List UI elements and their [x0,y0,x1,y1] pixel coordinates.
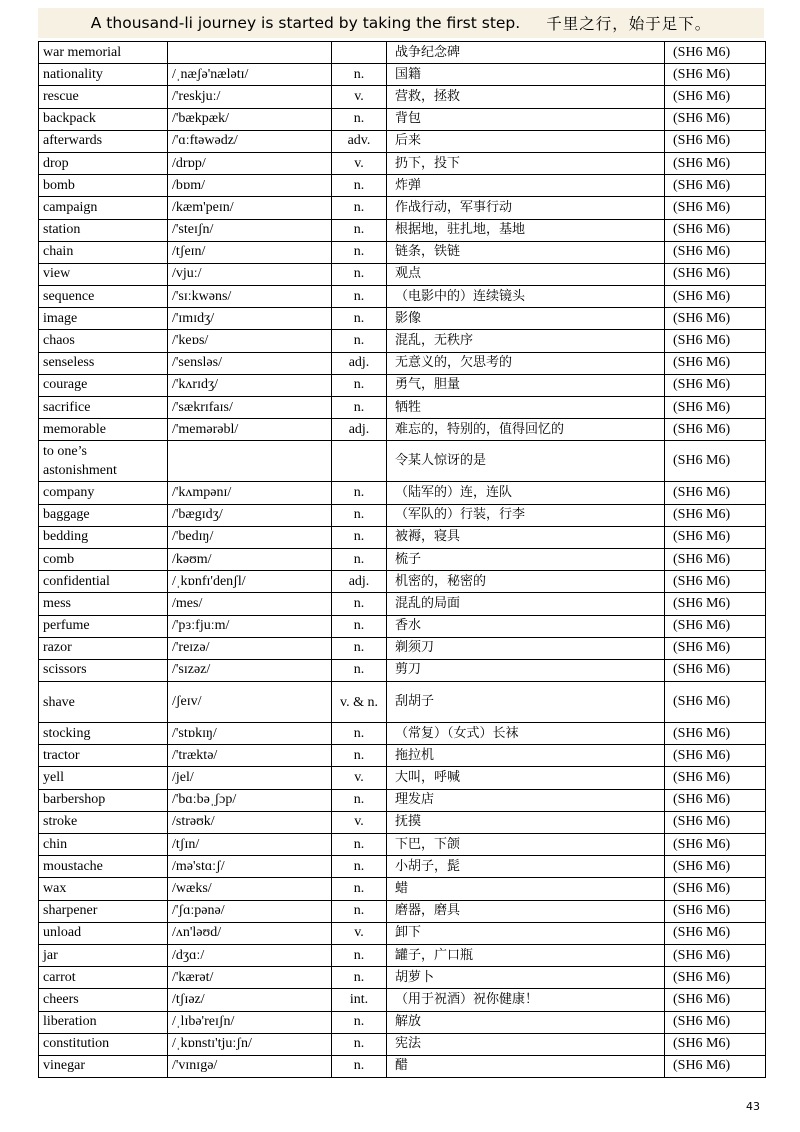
meaning-cell: 香水 [387,615,665,637]
unit-cell: (SH6 M6) [665,482,766,504]
word-cell: image [39,308,168,330]
phonetic-cell: /bɒm/ [168,175,332,197]
word-cell: sharpener [39,900,168,922]
meaning-cell: 宪法 [387,1033,665,1055]
word-cell: view [39,263,168,285]
part-of-speech-cell: n. [332,1055,387,1077]
unit-cell: (SH6 M6) [665,42,766,64]
unit-cell: (SH6 M6) [665,637,766,659]
part-of-speech-cell: n. [332,197,387,219]
phonetic-cell: /jel/ [168,767,332,789]
meaning-cell: 抚摸 [387,811,665,833]
meaning-cell: 机密的，秘密的 [387,571,665,593]
word-cell: perfume [39,615,168,637]
meaning-cell: 勇气，胆量 [387,374,665,396]
table-row [39,64,766,86]
meaning-cell: 剃须刀 [387,637,665,659]
unit-cell: (SH6 M6) [665,878,766,900]
part-of-speech-cell: adv. [332,130,387,152]
meaning-cell: （常复）（女式）长袜 [387,723,665,745]
table-row [39,789,766,811]
word-cell: scissors [39,659,168,681]
meaning-cell: 战争纪念碑 [387,42,665,64]
unit-cell: (SH6 M6) [665,1055,766,1077]
unit-cell: (SH6 M6) [665,64,766,86]
word-cell: chin [39,834,168,856]
table-row [39,526,766,548]
phonetic-cell: /mə'stɑːʃ/ [168,856,332,878]
word-cell: jar [39,944,168,966]
table-row [39,286,766,308]
unit-cell: (SH6 M6) [665,352,766,374]
part-of-speech-cell: n. [332,108,387,130]
table-row [39,989,766,1011]
meaning-cell: 无意义的，欠思考的 [387,352,665,374]
table-row [39,1055,766,1077]
meaning-cell: （陆军的）连，连队 [387,482,665,504]
table-row [39,308,766,330]
table-row [39,197,766,219]
part-of-speech-cell: n. [332,397,387,419]
word-cell: war memorial [39,42,168,64]
table-row [39,967,766,989]
table-row [39,944,766,966]
unit-cell: (SH6 M6) [665,86,766,108]
phonetic-cell: /'keɒs/ [168,330,332,352]
word-cell: wax [39,878,168,900]
part-of-speech-cell: n. [332,526,387,548]
word-cell: bomb [39,175,168,197]
unit-cell: (SH6 M6) [665,286,766,308]
phonetic-cell: /mes/ [168,593,332,615]
table-row [39,108,766,130]
unit-cell: (SH6 M6) [665,1033,766,1055]
meaning-cell: 扔下，投下 [387,152,665,174]
part-of-speech-cell: n. [332,723,387,745]
unit-cell: (SH6 M6) [665,659,766,681]
unit-cell: (SH6 M6) [665,682,766,723]
unit-cell: (SH6 M6) [665,967,766,989]
unit-cell: (SH6 M6) [665,374,766,396]
meaning-cell: 下巴，下颌 [387,834,665,856]
table-row [39,374,766,396]
unit-cell: (SH6 M6) [665,944,766,966]
table-row [39,152,766,174]
phonetic-cell: /'memərəbl/ [168,419,332,441]
word-cell: confidential [39,571,168,593]
part-of-speech-cell: n. [332,504,387,526]
unit-cell: (SH6 M6) [665,723,766,745]
table-row [39,571,766,593]
unit-cell: (SH6 M6) [665,856,766,878]
part-of-speech-cell: n. [332,308,387,330]
phonetic-cell: /tʃɪn/ [168,834,332,856]
word-cell: constitution [39,1033,168,1055]
meaning-cell: 背包 [387,108,665,130]
unit-cell: (SH6 M6) [665,504,766,526]
word-cell: station [39,219,168,241]
phonetic-cell: /dʒɑː/ [168,944,332,966]
meaning-cell: 作战行动，军事行动 [387,197,665,219]
word-cell: stocking [39,723,168,745]
part-of-speech-cell: n. [332,175,387,197]
table-row [39,482,766,504]
meaning-cell: 国籍 [387,64,665,86]
meaning-cell: 磨器，磨具 [387,900,665,922]
part-of-speech-cell: n. [332,745,387,767]
word-cell: bedding [39,526,168,548]
word-cell: carrot [39,967,168,989]
header-proverb-cn: 千里之行，始于足下。 [546,15,712,33]
meaning-cell: （电影中的）连续镜头 [387,286,665,308]
phonetic-cell: /ˌkɒnstɪ'tjuːʃn/ [168,1033,332,1055]
table-row [39,548,766,570]
phonetic-cell: /tʃɪəz/ [168,989,332,1011]
phonetic-cell: /strəʊk/ [168,811,332,833]
meaning-cell: 影像 [387,308,665,330]
unit-cell: (SH6 M6) [665,526,766,548]
phonetic-cell [168,42,332,64]
unit-cell: (SH6 M6) [665,263,766,285]
word-cell: stroke [39,811,168,833]
table-row [39,504,766,526]
table-row [39,130,766,152]
unit-cell: (SH6 M6) [665,419,766,441]
word-cell: barbershop [39,789,168,811]
unit-cell: (SH6 M6) [665,789,766,811]
meaning-cell: 罐子，广口瓶 [387,944,665,966]
table-row [39,419,766,441]
part-of-speech-cell: n. [332,374,387,396]
table-row [39,330,766,352]
page-header [38,8,764,38]
vocabulary-table [38,41,766,1078]
unit-cell: (SH6 M6) [665,548,766,570]
meaning-cell: 难忘的，特别的，值得回忆的 [387,419,665,441]
unit-cell: (SH6 M6) [665,811,766,833]
phonetic-cell: /'sɪzəz/ [168,659,332,681]
part-of-speech-cell: adj. [332,419,387,441]
word-cell: chaos [39,330,168,352]
word-cell: shave [39,682,168,723]
meaning-cell: （用于祝酒）祝你健康！ [387,989,665,1011]
table-row [39,682,766,723]
meaning-cell: 混乱，无秩序 [387,330,665,352]
unit-cell: (SH6 M6) [665,922,766,944]
table-row [39,834,766,856]
table-row [39,86,766,108]
phonetic-cell: /kæm'peɪn/ [168,197,332,219]
word-cell: sacrifice [39,397,168,419]
word-cell: campaign [39,197,168,219]
part-of-speech-cell: n. [332,856,387,878]
word-cell: sequence [39,286,168,308]
phonetic-cell: /ˌkɒnfɪ'denʃl/ [168,571,332,593]
meaning-cell: 观点 [387,263,665,285]
part-of-speech-cell: n. [332,789,387,811]
word-cell: mess [39,593,168,615]
word-cell: afterwards [39,130,168,152]
part-of-speech-cell: n. [332,241,387,263]
part-of-speech-cell: n. [332,330,387,352]
meaning-cell: （军队的）行装，行李 [387,504,665,526]
unit-cell: (SH6 M6) [665,330,766,352]
unit-cell: (SH6 M6) [665,989,766,1011]
phonetic-cell: /'bækpæk/ [168,108,332,130]
unit-cell: (SH6 M6) [665,571,766,593]
table-row [39,175,766,197]
table-row [39,878,766,900]
part-of-speech-cell: n. [332,1033,387,1055]
phonetic-cell: /'bedɪŋ/ [168,526,332,548]
unit-cell: (SH6 M6) [665,308,766,330]
part-of-speech-cell: n. [332,263,387,285]
word-cell: moustache [39,856,168,878]
word-cell: nationality [39,64,168,86]
part-of-speech-cell: n. [332,482,387,504]
part-of-speech-cell: n. [332,944,387,966]
meaning-cell: 营救，拯救 [387,86,665,108]
table-row [39,397,766,419]
word-cell: cheers [39,989,168,1011]
unit-cell: (SH6 M6) [665,108,766,130]
meaning-cell: 混乱的局面 [387,593,665,615]
word-cell: liberation [39,1011,168,1033]
word-cell: unload [39,922,168,944]
meaning-cell: 拖拉机 [387,745,665,767]
phonetic-cell: /'pɜːfjuːm/ [168,615,332,637]
unit-cell: (SH6 M6) [665,219,766,241]
table-row [39,1011,766,1033]
table-row [39,856,766,878]
part-of-speech-cell: n. [332,967,387,989]
phonetic-cell: /'steɪʃn/ [168,219,332,241]
part-of-speech-cell: n. [332,1011,387,1033]
part-of-speech-cell: n. [332,878,387,900]
phonetic-cell: /'reskjuː/ [168,86,332,108]
phonetic-cell: /'kʌmpənɪ/ [168,482,332,504]
word-cell: comb [39,548,168,570]
phonetic-cell: /'ɑːftəwədz/ [168,130,332,152]
part-of-speech-cell [332,42,387,64]
word-cell: company [39,482,168,504]
unit-cell: (SH6 M6) [665,1011,766,1033]
phonetic-cell: /'træktə/ [168,745,332,767]
phonetic-cell: /'sensləs/ [168,352,332,374]
phonetic-cell: /ˌnæʃə'nælətɪ/ [168,64,332,86]
phonetic-cell: /kəʊm/ [168,548,332,570]
meaning-cell: 卸下 [387,922,665,944]
phonetic-cell: /'sɪːkwəns/ [168,286,332,308]
part-of-speech-cell: v. [332,811,387,833]
phonetic-cell [168,441,332,482]
page-number: 43 [746,1100,760,1113]
part-of-speech-cell: n. [332,548,387,570]
part-of-speech-cell: n. [332,593,387,615]
part-of-speech-cell: n. [332,64,387,86]
meaning-cell: 梳子 [387,548,665,570]
word-cell: to one’s astonishment [39,441,168,482]
unit-cell: (SH6 M6) [665,767,766,789]
meaning-cell: 胡萝卜 [387,967,665,989]
phonetic-cell: /'stɒkɪŋ/ [168,723,332,745]
part-of-speech-cell: adj. [332,571,387,593]
phonetic-cell: /wæks/ [168,878,332,900]
table-row [39,263,766,285]
meaning-cell: 醋 [387,1055,665,1077]
part-of-speech-cell: int. [332,989,387,1011]
phonetic-cell: /'ʃɑːpənə/ [168,900,332,922]
word-cell: senseless [39,352,168,374]
meaning-cell: 刮胡子 [387,682,665,723]
meaning-cell: 小胡子，髭 [387,856,665,878]
part-of-speech-cell: n. [332,615,387,637]
unit-cell: (SH6 M6) [665,900,766,922]
unit-cell: (SH6 M6) [665,175,766,197]
phonetic-cell: /'sækrɪfaɪs/ [168,397,332,419]
header-proverb-en: A thousand-li journey is started by taking the first step. [90,14,521,32]
part-of-speech-cell: v. [332,152,387,174]
table-row [39,219,766,241]
vocabulary-table-body [39,42,766,1078]
word-cell: vinegar [39,1055,168,1077]
phonetic-cell: /'bægɪdʒ/ [168,504,332,526]
word-cell: courage [39,374,168,396]
part-of-speech-cell: n. [332,659,387,681]
phonetic-cell: /tʃeɪn/ [168,241,332,263]
meaning-cell: 大叫，呼喊 [387,767,665,789]
table-row [39,900,766,922]
phonetic-cell: /vjuː/ [168,263,332,285]
part-of-speech-cell: n. [332,219,387,241]
word-cell: rescue [39,86,168,108]
part-of-speech-cell: v. & n. [332,682,387,723]
table-row [39,767,766,789]
meaning-cell: 理发店 [387,789,665,811]
phonetic-cell: /'reɪzə/ [168,637,332,659]
unit-cell: (SH6 M6) [665,152,766,174]
phonetic-cell: /ʌn'ləʊd/ [168,922,332,944]
word-cell: razor [39,637,168,659]
part-of-speech-cell: v. [332,767,387,789]
table-row [39,615,766,637]
table-row [39,637,766,659]
table-row [39,723,766,745]
meaning-cell: 后来 [387,130,665,152]
meaning-cell: 蜡 [387,878,665,900]
word-cell: drop [39,152,168,174]
phonetic-cell: /'vɪnɪgə/ [168,1055,332,1077]
meaning-cell: 根据地，驻扎地，基地 [387,219,665,241]
word-cell: chain [39,241,168,263]
part-of-speech-cell: v. [332,86,387,108]
table-row [39,745,766,767]
phonetic-cell: /ʃeɪv/ [168,682,332,723]
unit-cell: (SH6 M6) [665,593,766,615]
part-of-speech-cell [332,441,387,482]
meaning-cell: 解放 [387,1011,665,1033]
part-of-speech-cell: adj. [332,352,387,374]
meaning-cell: 剪刀 [387,659,665,681]
table-row [39,1033,766,1055]
part-of-speech-cell: v. [332,922,387,944]
unit-cell: (SH6 M6) [665,441,766,482]
part-of-speech-cell: n. [332,637,387,659]
word-cell: memorable [39,419,168,441]
part-of-speech-cell: n. [332,286,387,308]
unit-cell: (SH6 M6) [665,745,766,767]
table-row [39,811,766,833]
phonetic-cell: /drɒp/ [168,152,332,174]
meaning-cell: 链条，铁链 [387,241,665,263]
table-row [39,659,766,681]
table-row [39,352,766,374]
table-row [39,241,766,263]
unit-cell: (SH6 M6) [665,197,766,219]
unit-cell: (SH6 M6) [665,615,766,637]
table-row [39,922,766,944]
meaning-cell: 令某人惊讶的是 [387,441,665,482]
phonetic-cell: /'kʌrɪdʒ/ [168,374,332,396]
part-of-speech-cell: n. [332,900,387,922]
meaning-cell: 被褥，寝具 [387,526,665,548]
phonetic-cell: /'bɑːbəˌʃɔp/ [168,789,332,811]
table-row [39,593,766,615]
phonetic-cell: /'ɪmɪdʒ/ [168,308,332,330]
phonetic-cell: /ˌlɪbə'reɪʃn/ [168,1011,332,1033]
unit-cell: (SH6 M6) [665,834,766,856]
phonetic-cell: /'kærət/ [168,967,332,989]
word-cell: yell [39,767,168,789]
part-of-speech-cell: n. [332,834,387,856]
meaning-cell: 炸弹 [387,175,665,197]
unit-cell: (SH6 M6) [665,397,766,419]
word-cell: tractor [39,745,168,767]
unit-cell: (SH6 M6) [665,241,766,263]
unit-cell: (SH6 M6) [665,130,766,152]
meaning-cell: 牺牲 [387,397,665,419]
table-row [39,42,766,64]
word-cell: baggage [39,504,168,526]
table-row [39,441,766,482]
word-cell: backpack [39,108,168,130]
